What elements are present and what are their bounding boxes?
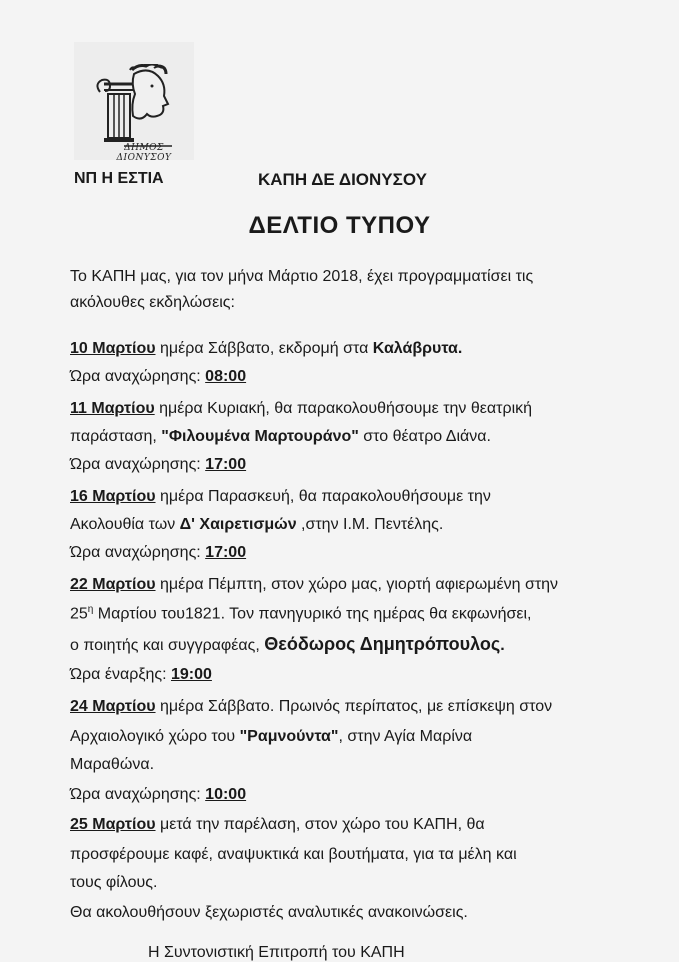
center-name: ΚΑΠΗ ΔΕ ΔΙΟΝΥΣΟΥ: [258, 170, 427, 189]
event-2-play: "Φιλουμένα Μαρτουράνο": [161, 428, 359, 445]
event-5-site: "Ραμνούντα": [239, 728, 339, 745]
logo-caption: ΔΗΜΟΣ ΔΙΟΝΥΣΟΥ: [116, 143, 172, 163]
event-5-line-2: Αρχαιολογικό χώρο του "Ραμνούντα", στην Αγία Μαρίνα: [70, 728, 473, 745]
event-4-time: 19:00: [170, 666, 212, 683]
event-3-time-line: Ώρα αναχώρησης: 17:00: [70, 544, 247, 561]
event-3-time: 17:00: [205, 544, 247, 561]
event-2-time-line: Ώρα αναχώρησης: 17:00: [70, 456, 247, 473]
event-5-time: 10:00: [205, 786, 247, 803]
event-2-date: 11 Μαρτίου: [70, 400, 155, 417]
event-4-line-1: 22 Μαρτίου ημέρα Πέμπτη, στον χώρο μας, γιορτή αφιερωμένη στην: [70, 576, 559, 593]
event-1-date: 10 Μαρτίου: [70, 340, 156, 357]
event-5-line-1: 24 Μαρτίου ημέρα Σάββατο. Πρωινός περίπατος, με επίσκεψη στον: [70, 698, 553, 715]
event-5-date: 24 Μαρτίου: [70, 698, 156, 715]
signature: Η Συντονιστική Επιτροπή του ΚΑΠΗ: [148, 944, 405, 961]
event-3-date: 16 Μαρτίου: [70, 488, 156, 505]
event-4-time-line: Ώρα έναρξης: 19:00: [70, 666, 212, 683]
event-1-time-line: Ώρα αναχώρησης: 08:00: [70, 368, 247, 385]
event-3-line-1: 16 Μαρτίου ημέρα Παρασκευή, θα παρακολουθήσουμε την: [70, 488, 491, 505]
event-4-speaker: Θεόδωρος Δημητρόπουλος: [264, 634, 501, 654]
event-4-line-2: $25^\eta$ Μαρτίου του1821. Τον πανηγυρικό της ημέρας θα εκφωνήσει,: [70, 604, 532, 623]
organization-name: ΝΠ Η ΕΣΤΙΑ: [74, 170, 164, 187]
event-4-line-3: ο ποιητής και συγγραφέας, Θεόδωρος Δημητρόπουλος.: [70, 634, 505, 654]
event-5-line-3: Μαραθώνα.: [70, 756, 155, 773]
event-1-time: 08:00: [205, 368, 247, 385]
intro-line-2: ακόλουθες εκδηλώσεις:: [70, 294, 235, 311]
event-1-place: Καλάβρυτα.: [372, 340, 463, 357]
intro-line-1: Το ΚΑΠΗ μας, για τον μήνα Μάρτιο 2018, έχει προγραμματίσει τις: [70, 268, 534, 285]
event-2-line-1: 11 Μαρτίου ημέρα Κυριακή, θα παρακολουθήσουμε την θεατρική: [70, 400, 533, 417]
event-1-line: 10 Μαρτίου ημέρα Σάββατο, εκδρομή στα Καλάβρυτα.: [70, 340, 463, 357]
event-2-line-2: παράσταση, "Φιλουμένα Μαρτουράνο" στο θέατρο Διάνα.: [70, 428, 491, 445]
event-6-line-3: τους φίλους.: [70, 874, 158, 891]
event-5-time-line: Ώρα αναχώρησης: 10:00: [70, 786, 247, 803]
event-6-date: 25 Μαρτίου: [70, 816, 156, 833]
event-6-line-1: 25 Μαρτίου μετά την παρέλαση, στον χώρο του ΚΑΠΗ, θα: [70, 816, 485, 833]
footer-note: Θα ακολουθήσουν ξεχωριστές αναλυτικές ανακοινώσεις.: [70, 904, 468, 921]
event-2-time: 17:00: [205, 456, 247, 473]
event-6-line-2: προσφέρουμε καφέ, αναψυκτικά και βουτήματα, για τα μέλη και: [70, 846, 517, 863]
document-title: ΔΕΛΤΙΟ ΤΥΠΟΥ: [248, 212, 431, 239]
event-3-service: Δ' Χαιρετισμών: [179, 516, 297, 533]
event-3-line-2: Ακολουθία των Δ' Χαιρετισμών ,στην Ι.Μ. Πεντέλης.: [70, 516, 444, 533]
event-4-date: 22 Μαρτίου: [70, 576, 156, 593]
